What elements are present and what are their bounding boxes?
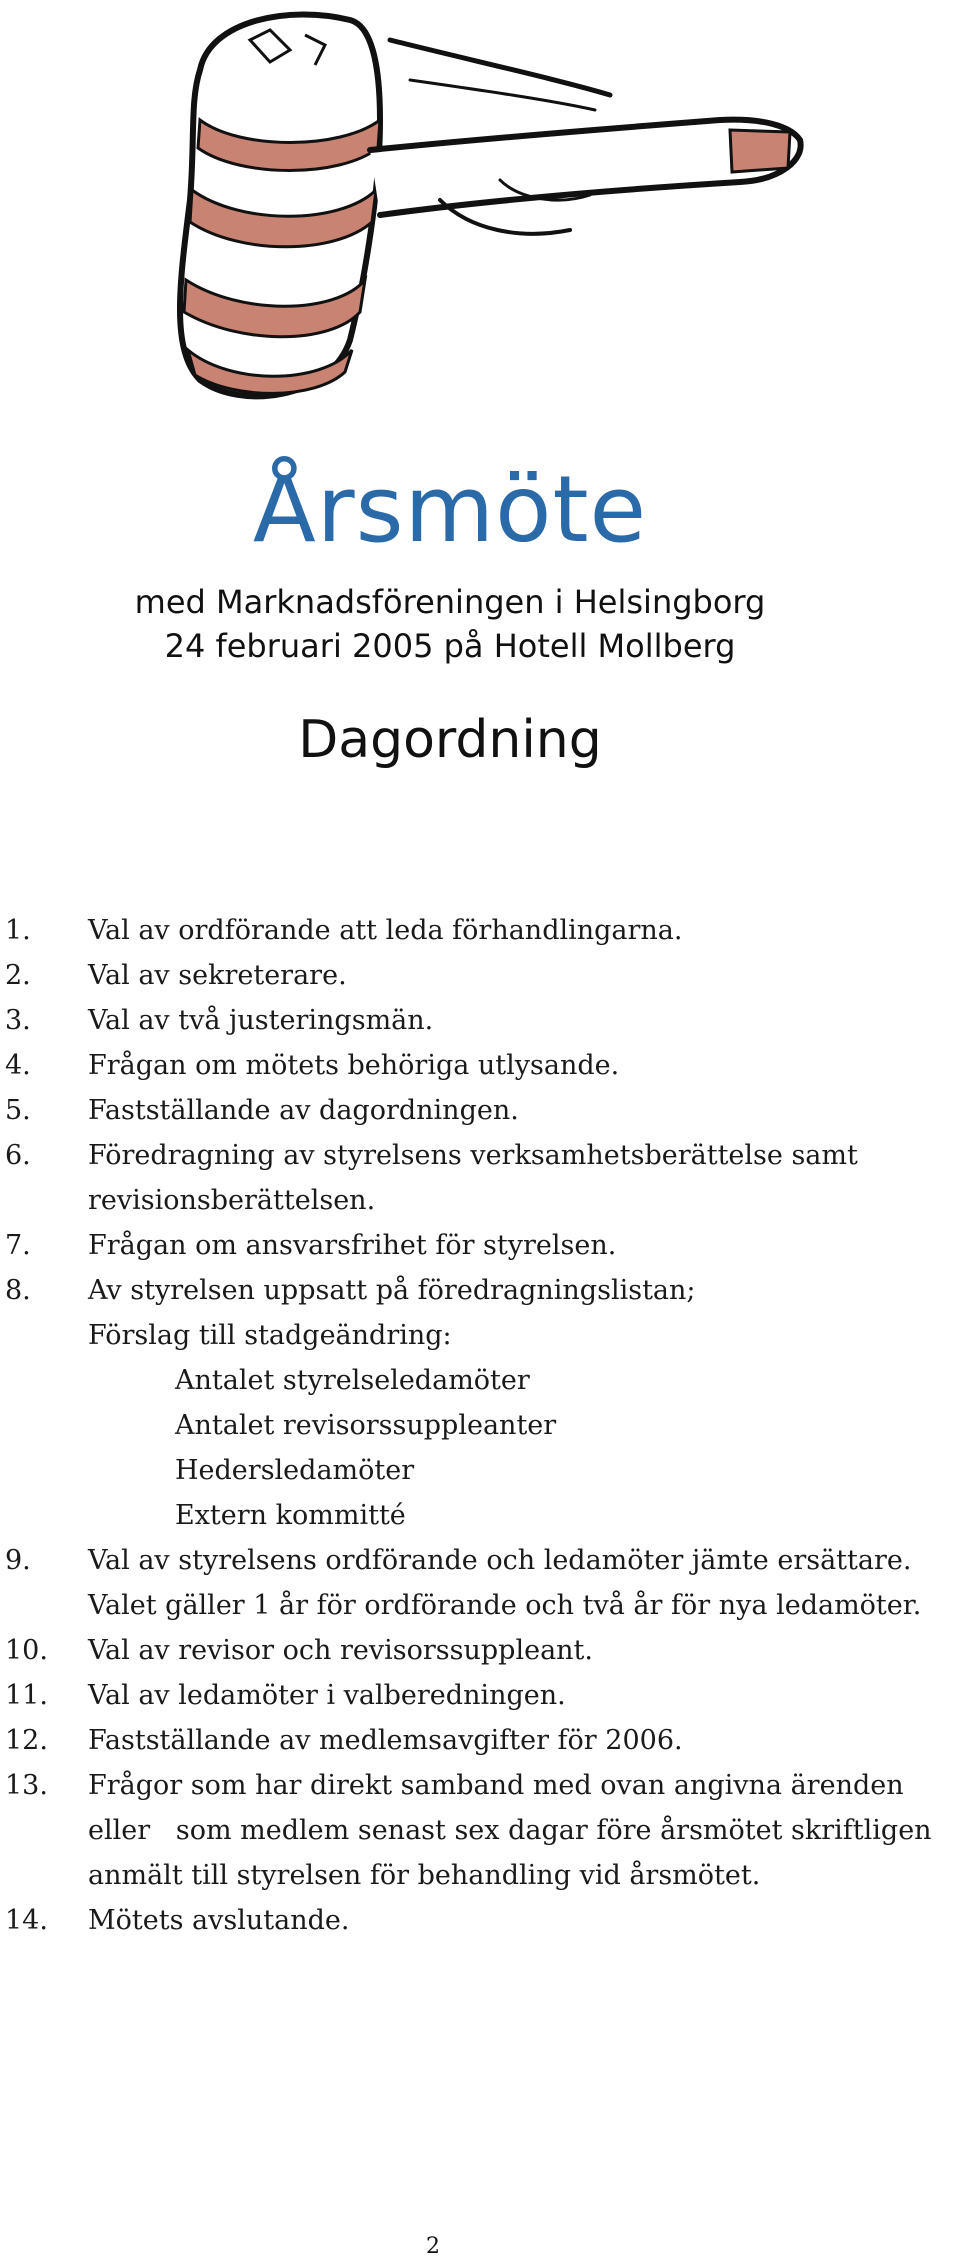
agenda-item-continuation: [0, 1178, 960, 1223]
agenda-item-text: Föredragning av styrelsens verksamhetsberättelse samt: [88, 1140, 858, 1171]
agenda-item-number: 12.: [5, 1725, 48, 1756]
agenda-item-text: anmält till styrelsen för behandling vid årsmötet.: [88, 1860, 761, 1891]
agenda-item-text: Valet gäller 1 år för ordförande och två år för nya ledamöter.: [88, 1590, 922, 1621]
agenda-item-continuation: [0, 1853, 960, 1898]
agenda-list: [0, 908, 960, 1943]
agenda-subitem-text: Hedersledamöter: [175, 1455, 415, 1486]
page-title: Årsmöte: [252, 456, 648, 563]
agenda-item-text: Förslag till stadgeändring:: [88, 1320, 452, 1351]
agenda-item: [0, 953, 960, 998]
agenda-item-number: 6.: [5, 1140, 31, 1171]
agenda-subitem-text: Antalet revisorssuppleanter: [175, 1410, 557, 1441]
agenda-item-number: 9.: [5, 1545, 31, 1576]
agenda-item-number: 3.: [5, 1005, 31, 1036]
agenda-item-text: Frågan om mötets behöriga utlysande.: [88, 1050, 620, 1081]
agenda-item-continuation: [0, 1583, 960, 1628]
agenda-heading: Dagordning: [298, 710, 602, 770]
agenda-item-number: 10.: [5, 1635, 48, 1666]
agenda-item-continuation: [0, 1808, 960, 1853]
page-number: 2: [426, 2234, 440, 2259]
agenda-item: [0, 1628, 960, 1673]
agenda-item: [0, 1718, 960, 1763]
agenda-item-text: Fastställande av dagordningen.: [88, 1095, 519, 1126]
agenda-item: [0, 908, 960, 953]
agenda-item: [0, 1268, 960, 1313]
subtitle-line-2: 24 februari 2005 på Hotell Mollberg: [164, 627, 736, 665]
agenda-subitem: [0, 1493, 960, 1538]
agenda-item-number: 11.: [5, 1680, 48, 1711]
agenda-subitem-text: Extern kommitté: [175, 1500, 406, 1531]
agenda-item-number: 7.: [5, 1230, 31, 1261]
agenda-item-number: 13.: [5, 1770, 48, 1801]
agenda-item-number: 14.: [5, 1905, 48, 1936]
agenda-item-text: Val av ordförande att leda förhandlingarna.: [88, 915, 683, 946]
agenda-item: [0, 1538, 960, 1583]
agenda-item-text: Fastställande av medlemsavgifter för 2006.: [88, 1725, 683, 1756]
agenda-item-text: Frågan om ansvarsfrihet för styrelsen.: [88, 1230, 617, 1261]
agenda-item-text: revisionsberättelsen.: [88, 1185, 376, 1216]
agenda-item-text: Val av styrelsens ordförande och ledamöter jämte ersättare.: [88, 1545, 912, 1576]
subtitle-line-1: med Marknadsföreningen i Helsingborg: [134, 583, 766, 621]
agenda-subitem: [0, 1448, 960, 1493]
agenda-item-text: Av styrelsen uppsatt på föredragningslistan;: [88, 1275, 696, 1306]
agenda-item-number: 2.: [5, 960, 31, 991]
agenda-item-text: Mötets avslutande.: [88, 1905, 350, 1936]
agenda-item-text: Val av två justeringsmän.: [88, 1005, 434, 1036]
agenda-subitem: [0, 1358, 960, 1403]
agenda-subitem: [0, 1403, 960, 1448]
agenda-item-continuation: [0, 1313, 960, 1358]
agenda-item: [0, 1043, 960, 1088]
agenda-item: [0, 1088, 960, 1133]
agenda-subitem-text: Antalet styrelseledamöter: [175, 1365, 530, 1396]
gavel-icon: [140, 0, 820, 420]
agenda-item: [0, 1763, 960, 1808]
agenda-item-number: 1.: [5, 915, 31, 946]
agenda-item-text: Val av ledamöter i valberedningen.: [88, 1680, 566, 1711]
agenda-item: [0, 1673, 960, 1718]
agenda-item: [0, 1133, 960, 1178]
agenda-item-number: 8.: [5, 1275, 31, 1306]
agenda-item-text: eller som medlem senast sex dagar före årsmötet skriftligen: [88, 1815, 932, 1846]
agenda-item: [0, 998, 960, 1043]
agenda-item-text: Val av revisor och revisorssuppleant.: [88, 1635, 593, 1666]
agenda-item-number: 4.: [5, 1050, 31, 1081]
agenda-item: [0, 1223, 960, 1268]
agenda-item-text: Val av sekreterare.: [88, 960, 347, 991]
agenda-item-number: 5.: [5, 1095, 31, 1126]
agenda-item: [0, 1898, 960, 1943]
agenda-item-text: Frågor som har direkt samband med ovan angivna ärenden: [88, 1770, 904, 1801]
